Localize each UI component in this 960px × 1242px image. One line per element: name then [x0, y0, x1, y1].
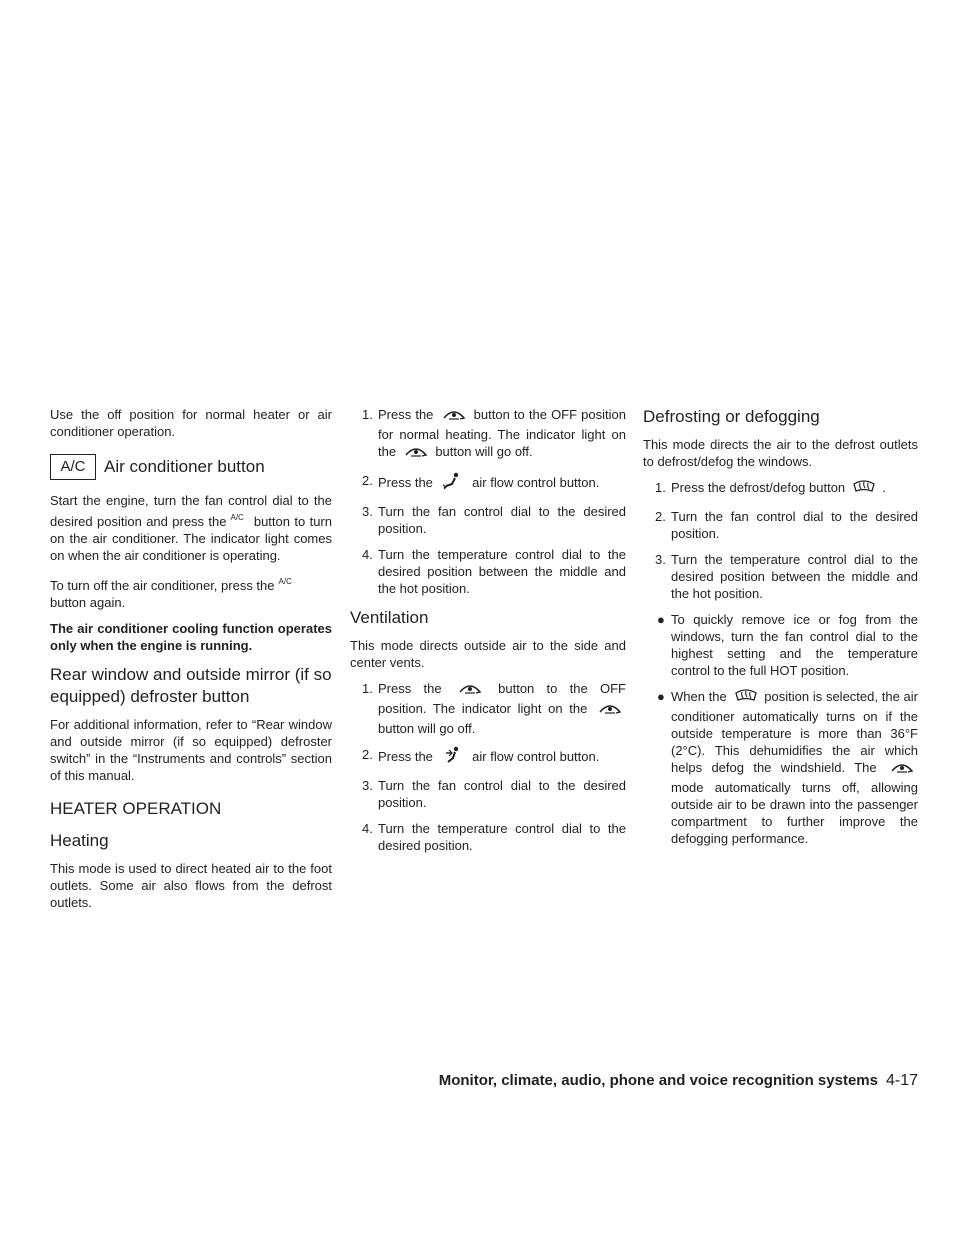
step-text: Turn the temperature control dial to the desired position between the middle and the hot position.: [378, 547, 626, 596]
step-number: 2.: [362, 747, 373, 762]
step-text: Press the: [378, 407, 434, 422]
bullet-dot: ●: [657, 689, 665, 704]
step-number: 4.: [362, 821, 373, 836]
recirculation-icon: [457, 682, 483, 700]
intro-paragraph: Use the off position for normal heater or air conditioner operation.: [50, 407, 332, 439]
bullet-text: When the: [671, 689, 727, 704]
foot-airflow-icon: [440, 472, 466, 494]
defrost-bullets: [643, 611, 918, 847]
ac-p1-start: Start the engine, turn the fan control dial to the desired position and press the: [50, 493, 332, 529]
defrost-step-1: [643, 479, 918, 499]
step-text: Turn the fan control dial to the desired position.: [378, 778, 626, 810]
page-number: 4-17: [885, 1072, 918, 1089]
ventilation-step-1: [350, 680, 626, 737]
column-1: [50, 406, 332, 920]
ac-heading-row: [50, 454, 332, 480]
heating-step-4: [350, 546, 626, 597]
step-number: 2.: [362, 473, 373, 488]
defrost-bullet-2: [643, 688, 918, 847]
step-text: button to the OFF position. The indicator light on the: [378, 681, 626, 716]
step-text: Turn the fan control dial to the desired position.: [671, 509, 918, 541]
ac-heading: Air conditioner button: [104, 457, 265, 476]
defrost-steps: [643, 479, 918, 602]
defrost-heading: Defrosting or defogging: [643, 407, 820, 426]
defrost-paragraph: This mode directs the air to the defrost outlets to defrost/defog the windows.: [643, 437, 918, 469]
heating-paragraph: This mode is used to direct heated air to the foot outlets. Some air also flows from the defrost outlets.: [50, 861, 332, 910]
step-text: Turn the temperature control dial to the desired position.: [378, 821, 626, 853]
bullet-text: To quickly remove ice or fog from the windows, turn the fan control dial to the highest setting and the temperature control to the full HOT position.: [671, 612, 918, 678]
ac-p2-start: To turn off the air conditioner, press the: [50, 578, 275, 593]
ventilation-step-4: [350, 820, 626, 854]
step-text: Turn the temperature control dial to the desired position between the middle and the hot position.: [671, 552, 918, 601]
step-text: button to the OFF position for normal heating. The indicator light on the: [378, 407, 626, 459]
ventilation-paragraph: This mode directs outside air to the side and center vents.: [350, 638, 626, 670]
ventilation-steps: [350, 680, 626, 854]
defrost-step-2: [643, 508, 918, 542]
step-number: 1.: [362, 407, 373, 422]
step-text: air flow control button.: [472, 749, 600, 764]
defrost-bullet-1: [643, 611, 918, 679]
defrost-step-3: [643, 551, 918, 602]
ac-paragraph-2: [50, 573, 332, 611]
face-airflow-icon: [440, 746, 466, 768]
step-text: button will go off.: [378, 721, 476, 736]
rear-defroster-paragraph: For additional information, refer to “Rear window and outside mirror (if so equipped) defroster switch” in the “Instruments and controls” section of this manual.: [50, 717, 332, 783]
step-text: Press the: [378, 475, 433, 490]
ac-inline-icon: A/C: [278, 577, 292, 586]
ventilation-heading: Ventilation: [350, 608, 429, 627]
step-text: Press the: [378, 749, 433, 764]
recirculation-icon: [889, 761, 915, 779]
heating-steps: [350, 406, 626, 597]
step-number: 1.: [362, 681, 373, 696]
bullet-text: mode automatically turns off, allowing outside air to be drawn into the passenger compartment to further improve the defogging performance.: [671, 780, 918, 846]
step-text: .: [882, 480, 887, 495]
step-number: 3.: [362, 504, 373, 519]
recirculation-icon: [403, 445, 429, 463]
heating-step-1: [350, 406, 626, 463]
step-number: 2.: [655, 509, 666, 524]
front-defrost-icon: [734, 688, 758, 708]
ac-paragraph-1: [50, 492, 332, 564]
ac-note: The air conditioner cooling function operates only when the engine is running.: [50, 621, 332, 653]
ac-button-icon: A/C: [50, 454, 96, 480]
recirculation-icon: [441, 408, 467, 426]
step-number: 4.: [362, 547, 373, 562]
bullet-dot: ●: [657, 612, 665, 627]
heater-operation-heading: HEATER OPERATION: [50, 799, 222, 818]
column-2: [350, 406, 626, 863]
recirculation-icon: [597, 702, 623, 720]
step-text: Press the: [378, 681, 442, 696]
ac-p2-end: button again.: [50, 595, 126, 610]
heating-heading: Heating: [50, 831, 109, 850]
front-defrost-icon: [852, 479, 876, 499]
step-number: 3.: [655, 552, 666, 567]
bullet-text: position is selected, the air conditioner automatically turns on if the outside temperature is more than 36°F (2°C). This dehumidifies the air which helps defog the windshield. The: [671, 689, 918, 775]
page-footer: [439, 1072, 918, 1090]
step-text: button will go off.: [435, 444, 533, 459]
step-text: Turn the fan control dial to the desired position.: [378, 504, 626, 536]
step-text: Press the defrost/defog button: [671, 480, 846, 495]
column-3: [643, 406, 918, 856]
step-number: 1.: [655, 480, 666, 495]
ventilation-step-3: [350, 777, 626, 811]
heating-step-2: [350, 472, 626, 494]
step-text: air flow control button.: [472, 475, 600, 490]
step-number: 3.: [362, 778, 373, 793]
heating-step-3: [350, 503, 626, 537]
ventilation-step-2: [350, 746, 626, 768]
ac-p1-end: button to turn on the air conditioner. The indicator light comes on when the air conditioner is operating.: [50, 514, 332, 563]
ac-inline-icon: A/C: [230, 513, 244, 522]
rear-defroster-heading: Rear window and outside mirror (if so equipped) defroster button: [50, 665, 332, 706]
footer-section-title: Monitor, climate, audio, phone and voice recognition systems: [438, 1072, 878, 1089]
